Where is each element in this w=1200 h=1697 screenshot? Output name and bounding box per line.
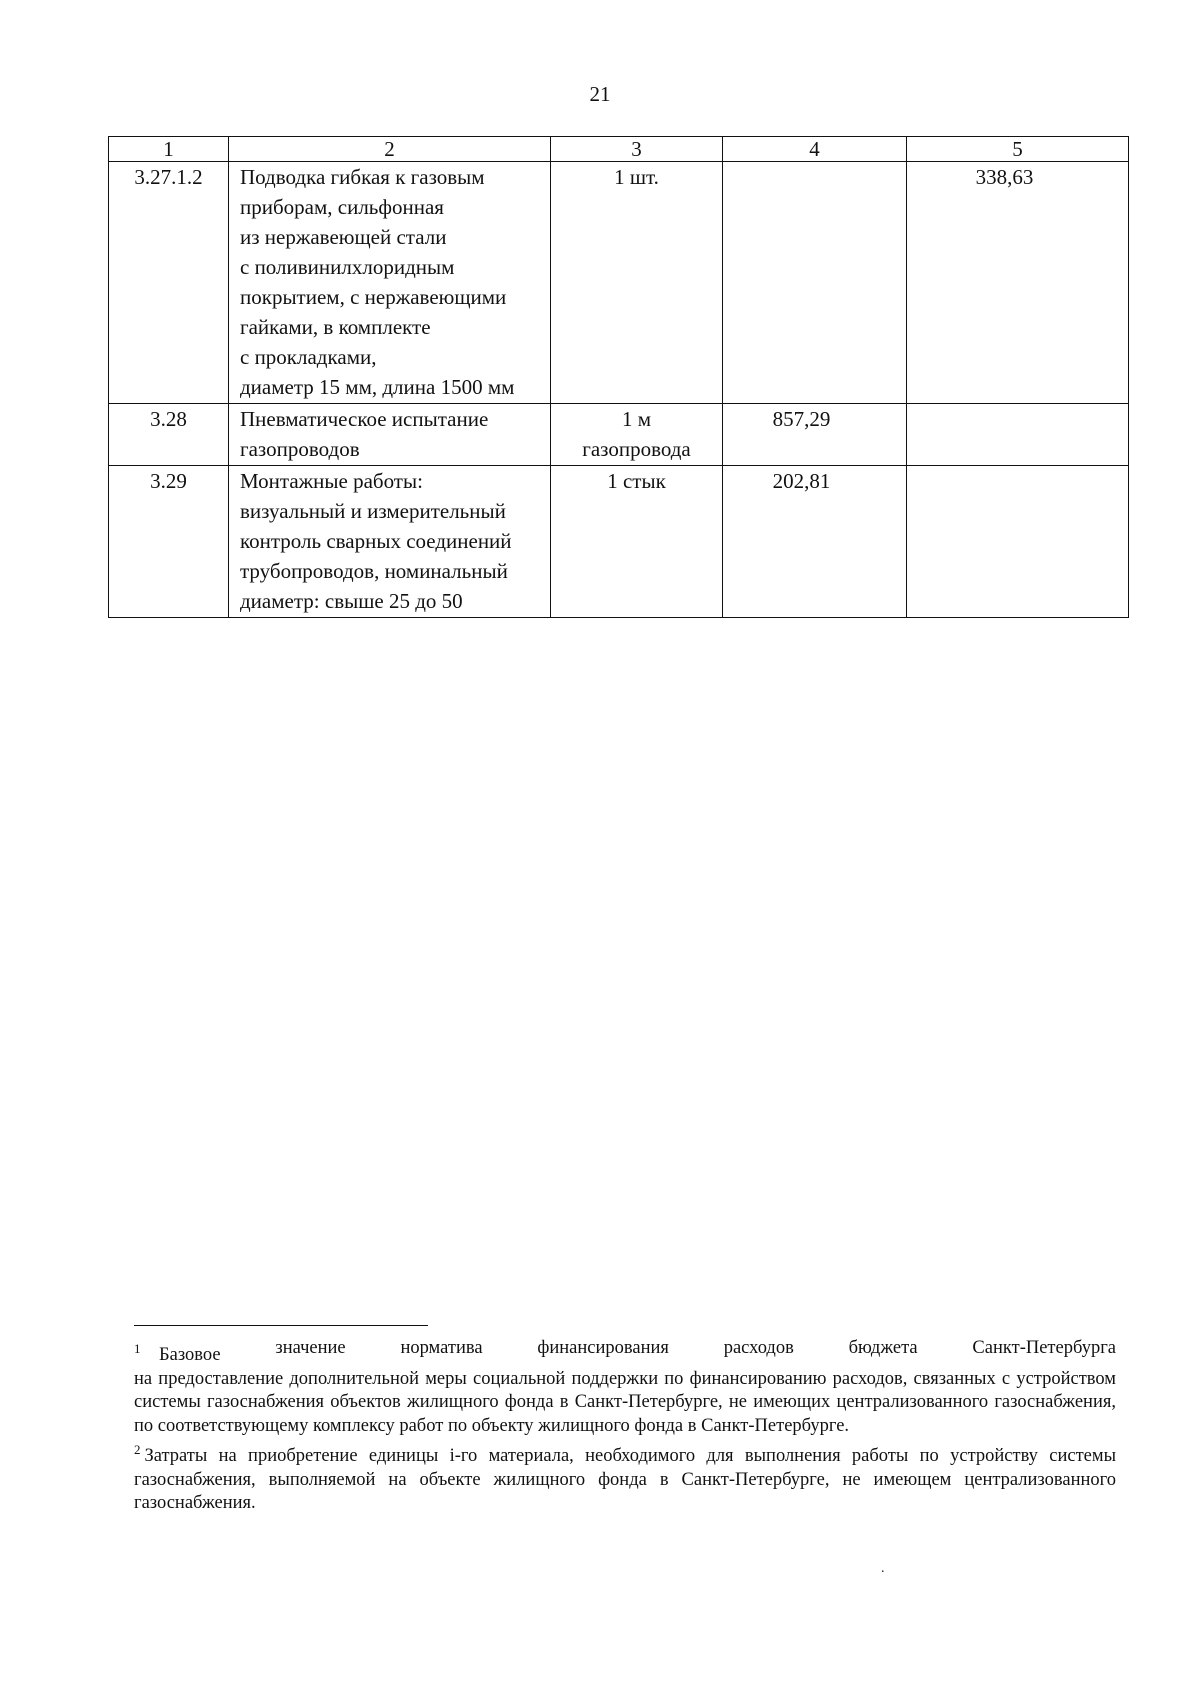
footnote-2 [134, 1438, 1116, 1516]
row-unit [551, 404, 723, 466]
footnotes [134, 1337, 1116, 1516]
footnote-2-text: Затраты на приобретение единицы i-го материала, необходимого для выполнения работы по устройству системы газоснабжения, выполняемой на объекте жилищного фонда в Санкт-Петербурге, не имеющем централизованного газоснабжения. [134, 1446, 1116, 1513]
unit-line: газопровода [582, 437, 691, 461]
footnote-1-text: на предоставление дополнительной меры социальной поддержки по финансированию расходов, связанных с устройством системы газоснабжения объектов жилищного фонда в Санкт-Петербурге, не имеющих централизованного газоснабжения, по соответствующему комплексу работ по объекту жилищного фонда в Санкт-Петербурге. [134, 1368, 1116, 1436]
footnote-mark: 2 [134, 1442, 141, 1457]
stray-mark: . [881, 1561, 885, 1576]
unit-line: 1 стык [607, 469, 666, 493]
footnote-word: значение [275, 1338, 346, 1358]
header-col-1: 1 [109, 137, 229, 162]
row-name [229, 404, 551, 466]
name-line: визуальный и измерительный [240, 499, 506, 523]
footnote-1-first-line [134, 1337, 1116, 1368]
table-row [109, 404, 1129, 466]
unit-line: 1 м [621, 407, 652, 431]
row-value-col4: 202,81 [723, 466, 907, 618]
name-line: диаметр 15 мм, длина 1500 мм [240, 375, 515, 399]
row-number: 3.29 [109, 466, 229, 618]
footnote-word: бюджета [848, 1338, 918, 1358]
table-row [109, 162, 1129, 404]
header-col-5: 5 [907, 137, 1129, 162]
name-line: гайками, в комплекте [240, 315, 431, 339]
name-line: приборам, сильфонная [240, 195, 444, 219]
name-line: покрытием, с нержавеющими [240, 285, 507, 309]
footnote-word: финансирования [537, 1338, 669, 1358]
row-value-col4: 857,29 [723, 404, 907, 466]
table-row [109, 466, 1129, 618]
table-header-row [109, 137, 1129, 162]
row-name [229, 162, 551, 404]
footnote-1 [134, 1337, 1116, 1438]
name-line: диаметр: свыше 25 до 50 [240, 589, 463, 613]
footnote-word: Санкт-Петербурга [972, 1338, 1116, 1358]
row-value-col5 [907, 466, 1129, 618]
row-number: 3.28 [109, 404, 229, 466]
row-unit [551, 466, 723, 618]
name-line: Пневматическое испытание [240, 407, 489, 431]
footnote-separator [134, 1325, 428, 1326]
page-number: 21 [589, 82, 611, 106]
row-number: 3.27.1.2 [109, 162, 229, 404]
unit-line: 1 шт. [614, 165, 659, 189]
row-name [229, 466, 551, 618]
name-line: Монтажные работы: [240, 469, 423, 493]
header-col-4: 4 [723, 137, 907, 162]
rates-table [108, 136, 1129, 618]
name-line: контроль сварных соединений [240, 529, 512, 553]
row-value-col5 [907, 404, 1129, 466]
header-col-2: 2 [229, 137, 551, 162]
header-col-3: 3 [551, 137, 723, 162]
footnote-1-first-word [134, 1337, 221, 1368]
footnote-word: расходов [723, 1338, 794, 1358]
footnote-word: норматива [400, 1338, 483, 1358]
name-line: трубопроводов, номинальный [240, 559, 508, 583]
row-value-col4 [723, 162, 907, 404]
name-line: Подводка гибкая к газовым [240, 165, 485, 189]
row-value-col5: 338,63 [907, 162, 1129, 404]
footnote-mark: 1 [134, 1341, 141, 1356]
name-line: газопроводов [240, 437, 360, 461]
name-line: с поливинилхлоридным [240, 255, 455, 279]
row-unit [551, 162, 723, 404]
name-line: из нержавеющей стали [240, 225, 447, 249]
footnote-word: Базовое [159, 1345, 221, 1365]
name-line: с прокладками, [240, 345, 377, 369]
